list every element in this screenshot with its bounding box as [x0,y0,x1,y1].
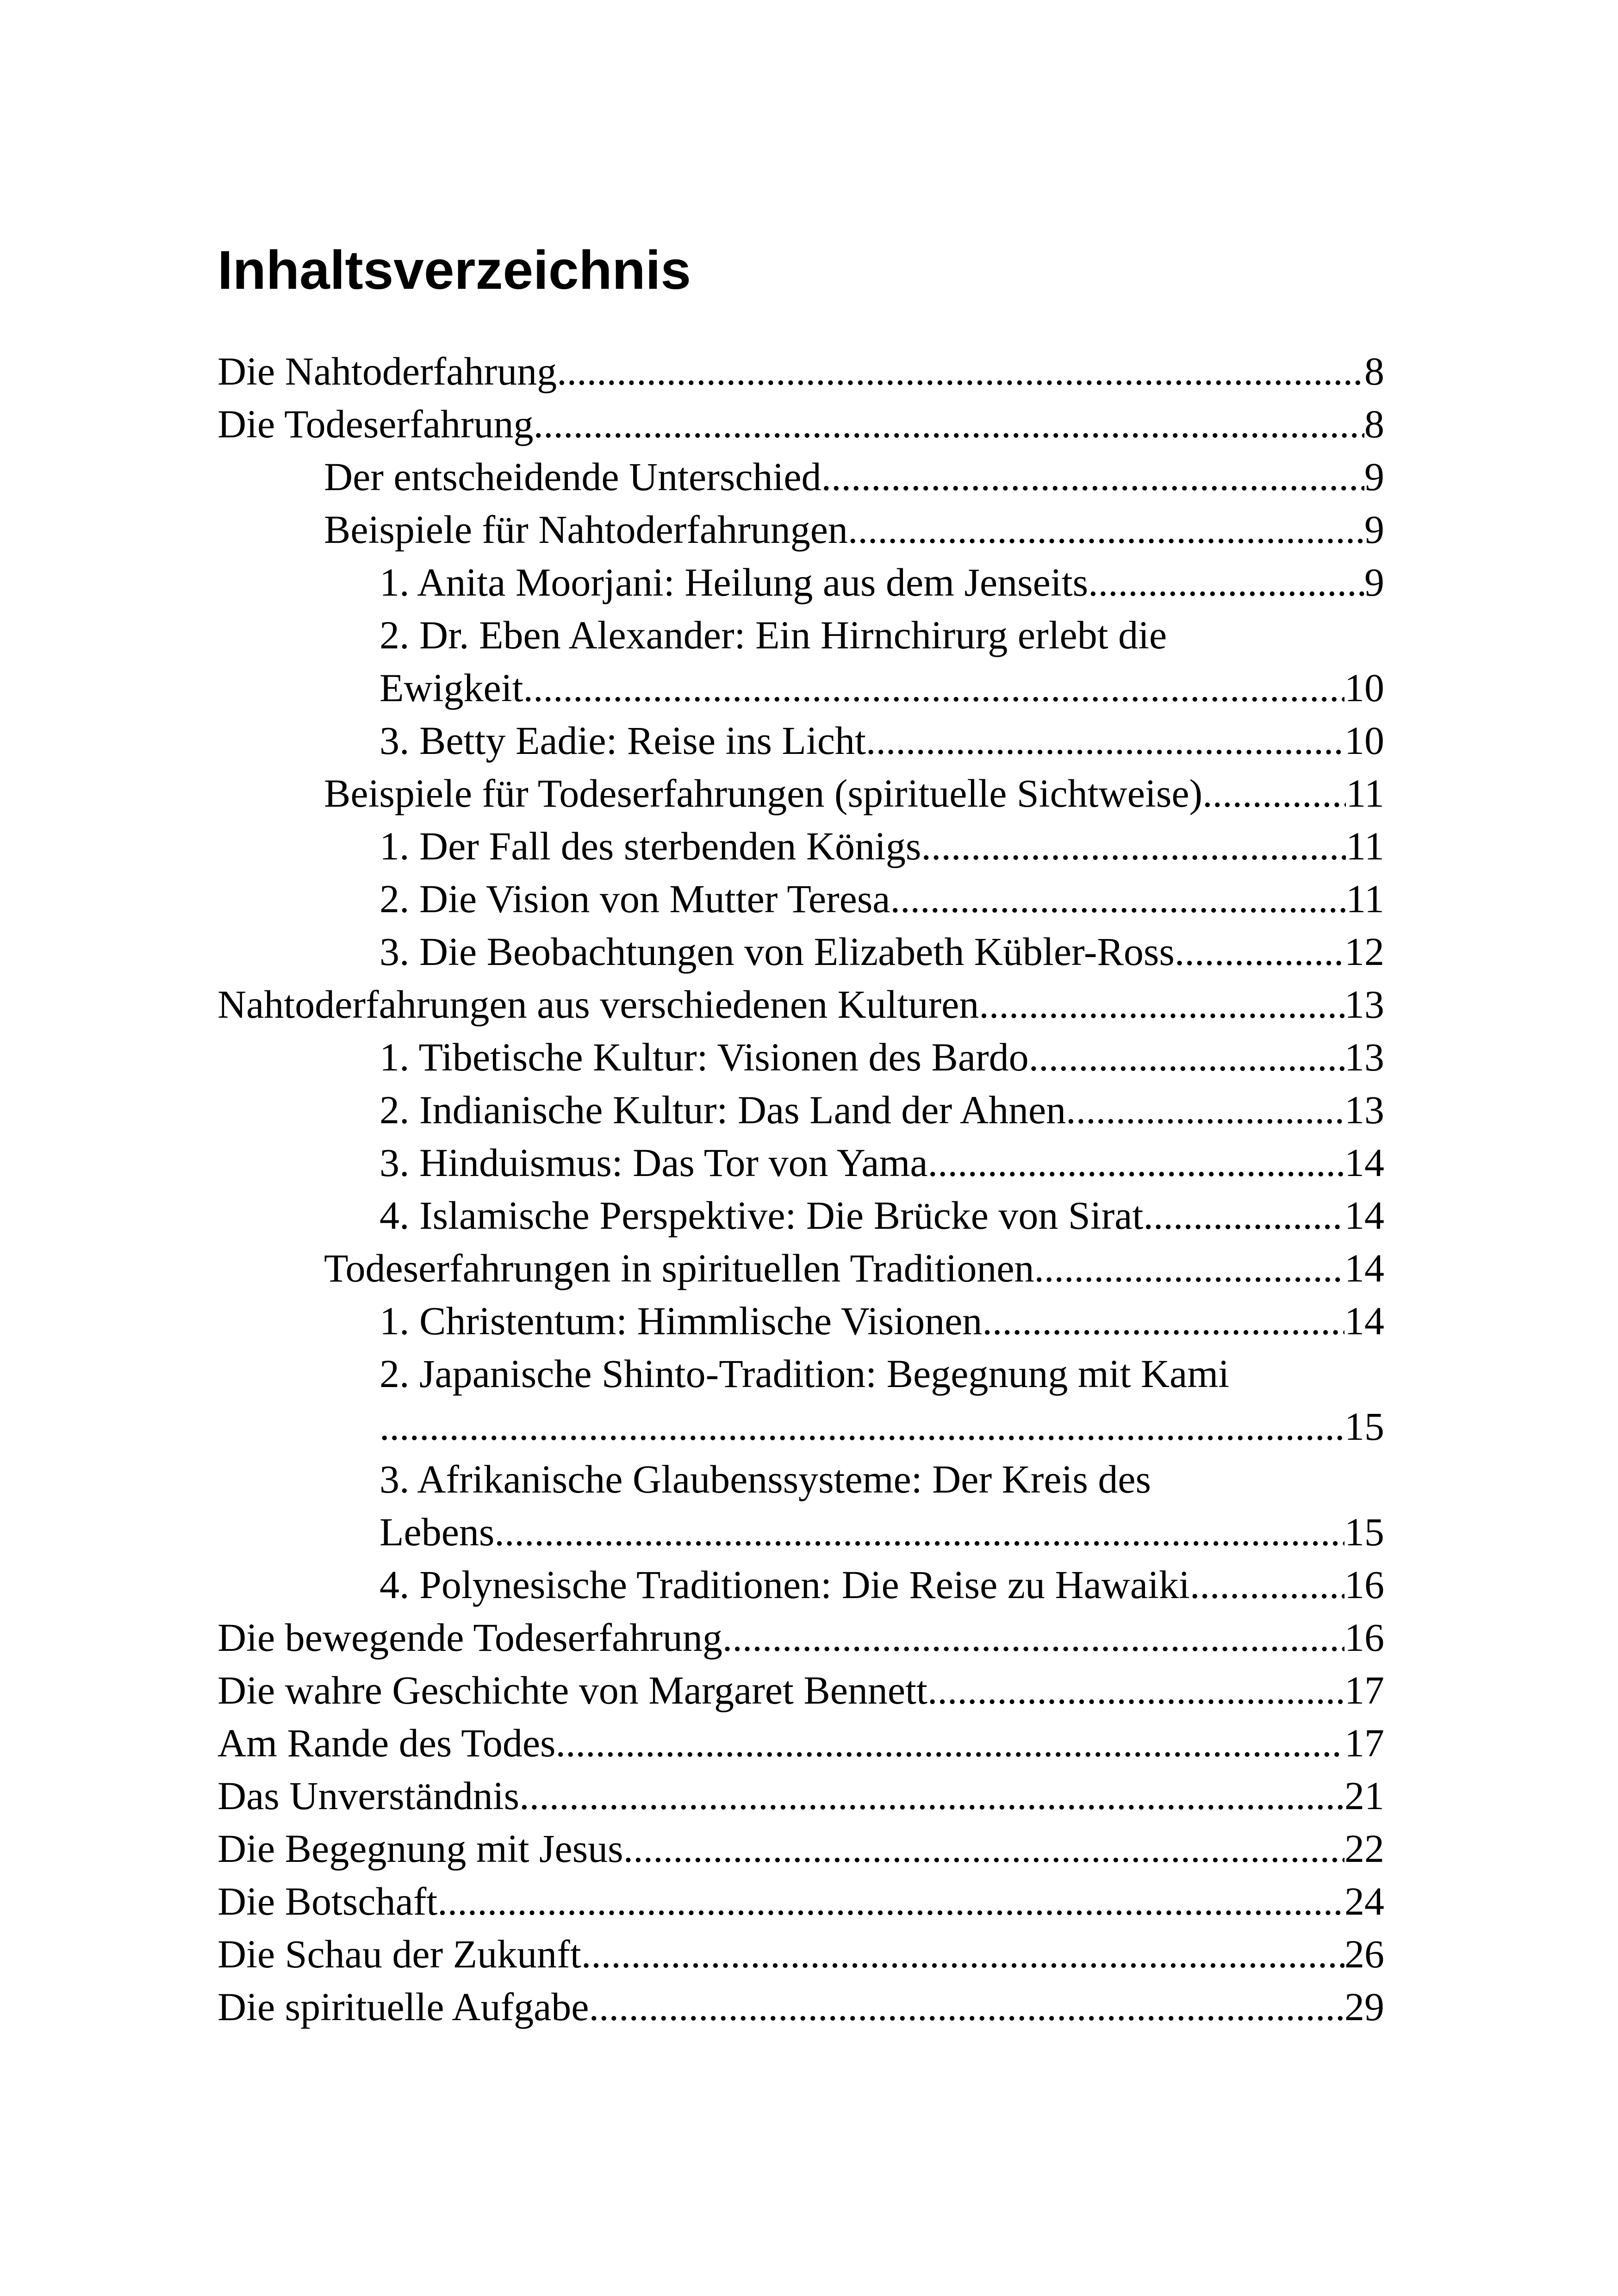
toc-entry-text: Die Todeserfahrung [218,401,534,446]
toc-dot-leader [555,1717,1344,1769]
toc-dot-leader [928,1136,1344,1189]
toc-page-number: 21 [1344,1773,1384,1818]
toc-dot-leader [890,872,1346,925]
toc-page-number: 17 [1344,1668,1384,1712]
toc-dot-leader [380,1400,1344,1453]
toc-dot-leader [519,1769,1344,1822]
toc-entry-text: Das Unverständnis [218,1773,520,1818]
toc-entry-text: 2. Japanische Shinto-Tradition: Begegnung mit Kami [380,1351,1230,1396]
toc-page-number: 26 [1344,1931,1384,1976]
toc-entry-text: 3. Afrikanische Glaubenssysteme: Der Kreis des [380,1456,1151,1501]
toc-dot-leader [921,820,1346,872]
toc-entry-continuation[interactable] [218,661,1384,714]
toc-entry-text: 1. Tibetische Kultur: Visionen des Bardo [380,1034,1029,1079]
toc-entry-text: 1. Anita Moorjani: Heilung aus dem Jenseits [380,560,1089,604]
toc-entry-text: 2. Indianische Kultur: Das Land der Ahnen [380,1087,1066,1132]
toc-entry-text: 3. Betty Eadie: Reise ins Licht [380,718,866,763]
toc-dot-leader [722,1611,1344,1664]
toc-entry[interactable] [218,1031,1384,1083]
toc-entry-text: Die spirituelle Aufgabe [218,1984,589,2029]
toc-entry[interactable] [218,1875,1384,1928]
toc-entry[interactable] [218,1664,1384,1717]
toc-entry-text: Die wahre Geschichte von Margaret Bennett [218,1668,927,1712]
toc-page-number: 16 [1344,1615,1384,1660]
toc-page-number: 15 [1344,1509,1384,1554]
toc-entry[interactable] [218,1083,1384,1136]
toc-entry[interactable] [218,1347,1384,1400]
toc-dot-leader [589,1980,1344,2033]
toc-dot-leader [848,503,1364,556]
toc-dot-leader [1175,925,1344,978]
toc-entry-text: Nahtoderfahrungen aus verschiedenen Kulturen [218,982,979,1027]
toc-entry[interactable] [218,345,1384,398]
toc-entry[interactable] [218,872,1384,925]
toc-page-number: 14 [1344,1245,1384,1290]
toc-page-number: 16 [1344,1562,1384,1607]
toc-entry-text: Todeserfahrungen in spirituellen Traditionen [324,1245,1034,1290]
toc-dot-leader [557,345,1364,398]
toc-entry-text: Die bewegende Todeserfahrung [218,1615,722,1660]
toc-dot-leader [979,978,1344,1031]
toc-dot-leader [1190,1558,1344,1611]
toc-entry[interactable] [218,1558,1384,1611]
toc-page-number: 8 [1364,348,1384,393]
toc-entry-text: Beispiele für Nahtoderfahrungen [324,507,848,552]
toc-entry[interactable] [218,1136,1384,1189]
table-of-contents [218,345,1384,2033]
toc-entry[interactable] [218,556,1384,609]
toc-entry[interactable] [218,820,1384,872]
toc-entry-text: Der entscheidende Unterschied [324,454,821,499]
toc-page-number: 10 [1344,665,1384,710]
toc-page-number: 14 [1344,1298,1384,1343]
toc-entry[interactable] [218,609,1384,661]
toc-page-number: 11 [1346,876,1384,921]
toc-entry[interactable] [218,1928,1384,1980]
toc-entry-text: 1. Christentum: Himmlische Visionen [380,1298,983,1343]
toc-dot-leader [1202,767,1346,820]
toc-entry-text: Beispiele für Todeserfahrungen (spirituelle Sichtweise) [324,771,1203,815]
toc-dot-leader [523,661,1345,714]
toc-entry[interactable] [218,1980,1384,2033]
toc-entry[interactable] [218,1769,1384,1822]
toc-entry[interactable] [218,1189,1384,1242]
toc-page-number: 8 [1364,401,1384,446]
toc-dot-leader [534,398,1364,450]
toc-entry[interactable] [218,1242,1384,1294]
toc-page-number: 29 [1344,1984,1384,2029]
toc-entry-text: Die Begegnung mit Jesus [218,1826,623,1871]
toc-entry[interactable] [218,1611,1384,1664]
toc-page-number: 12 [1344,929,1384,974]
toc-dot-leader [866,714,1344,767]
toc-entry-text: 4. Polynesische Traditionen: Die Reise zu Hawaiki [380,1562,1190,1607]
toc-dot-leader [1088,556,1364,609]
toc-entry[interactable] [218,1822,1384,1875]
toc-entry[interactable] [218,925,1384,978]
toc-entry-text: Die Schau der Zukunft [218,1931,581,1976]
toc-dot-leader [581,1928,1344,1980]
toc-page-number: 9 [1364,507,1384,552]
toc-entry-continuation[interactable] [218,1400,1384,1453]
toc-dot-leader [982,1294,1344,1347]
toc-entry-text: Am Rande des Todes [218,1720,556,1765]
toc-page-number: 11 [1346,771,1384,815]
toc-entry[interactable] [218,1717,1384,1769]
toc-entry-text: Ewigkeit [380,665,523,710]
toc-page-number: 10 [1344,718,1384,763]
toc-page-number: 13 [1344,1087,1384,1132]
toc-page-number: 24 [1344,1879,1384,1923]
toc-dot-leader [494,1506,1344,1558]
toc-page-number: 17 [1344,1720,1384,1765]
toc-entry-text: Lebens [380,1509,495,1554]
toc-entry[interactable] [218,978,1384,1031]
toc-entry-text: 1. Der Fall des sterbenden Königs [380,823,921,868]
toc-entry[interactable] [218,714,1384,767]
toc-entry[interactable] [218,450,1384,503]
toc-page-number: 11 [1346,823,1384,868]
toc-page-number: 13 [1344,1034,1384,1079]
toc-dot-leader [623,1822,1344,1875]
toc-entry-text: 2. Dr. Eben Alexander: Ein Hirnchirurg erlebt die [380,612,1167,657]
toc-entry[interactable] [218,1453,1384,1506]
toc-entry[interactable] [218,398,1384,450]
toc-entry[interactable] [218,767,1384,820]
toc-dot-leader [1034,1242,1344,1294]
toc-entry[interactable] [218,1294,1384,1347]
toc-page-number: 14 [1344,1193,1384,1238]
toc-entry-text: 4. Islamische Perspektive: Die Brücke von Sirat [380,1193,1144,1238]
toc-page-number: 14 [1344,1140,1384,1185]
toc-page-number: 9 [1364,454,1384,499]
toc-page-number: 22 [1344,1826,1384,1871]
toc-page-number: 13 [1344,982,1384,1027]
toc-entry[interactable] [218,503,1384,556]
toc-entry-continuation[interactable] [218,1506,1384,1558]
toc-entry-text: 3. Die Beobachtungen von Elizabeth Kübler-Ross [380,929,1175,974]
toc-page-number: 15 [1344,1404,1384,1449]
toc-dot-leader [1143,1189,1344,1242]
toc-page-number: 9 [1364,560,1384,604]
toc-entry-text: 3. Hinduismus: Das Tor von Yama [380,1140,928,1185]
toc-entry-text: Die Nahtoderfahrung [218,348,557,393]
toc-entry-text: Die Botschaft [218,1879,438,1923]
toc-dot-leader [437,1875,1344,1928]
toc-dot-leader [1066,1083,1344,1136]
toc-dot-leader [1029,1031,1344,1083]
toc-dot-leader [927,1664,1344,1717]
toc-entry-text: 2. Die Vision von Mutter Teresa [380,876,890,921]
toc-heading: Inhaltsverzeichnis [218,240,691,301]
toc-dot-leader [821,450,1364,503]
